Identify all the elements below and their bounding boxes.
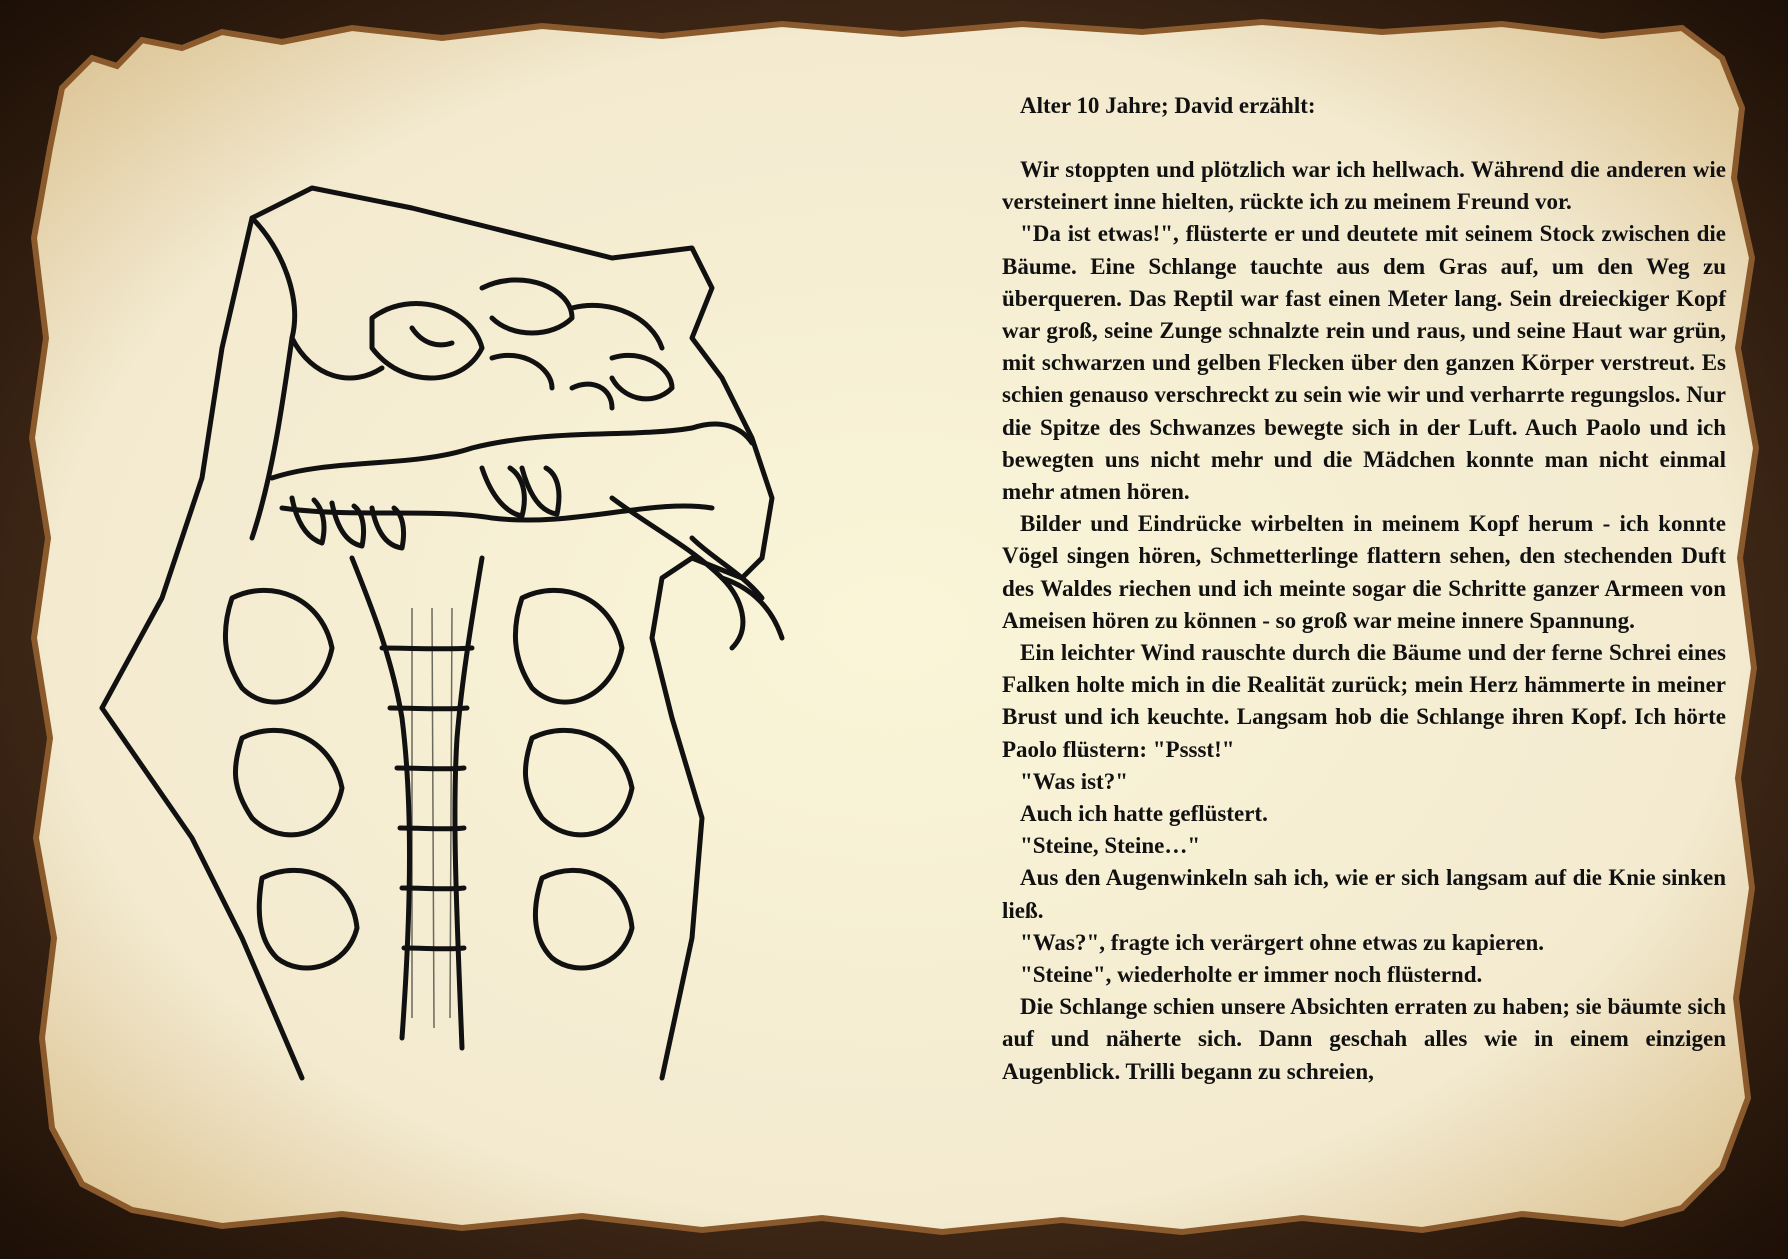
paragraph: Aus den Augenwinkeln sah ich, wie er sich langsam auf die Knie sinken ließ. [1002, 865, 1726, 923]
paragraph: "Was ist?" [1020, 768, 1128, 794]
paragraph: Bilder und Eindrücke wirbelten in meinem Kopf herum - ich konnte Vögel singen hören, Schmetterlinge flattern sehen, den stechenden Duft des Waldes riechen und ich meinte sogar die Schritte ganzer Armeen von Ameisen hören zu können - so groß war meine innere Spannung. [1002, 511, 1726, 633]
snake-head-icon [52, 178, 852, 1098]
paragraph: "Da ist etwas!", flüsterte er und deutete mit seinem Stock zwischen die Bäume. Eine Schlange tauchte aus dem Gras auf, um den Weg zu überqueren. Das Reptil war fast einen Meter lang. Sein dreieckiger Kopf war groß, seine Zunge schnalzte rein und raus, und seine Haut war grün, mit schwarzen und gelben Flecken über den ganzen Körper verstreut. Es schien genauso verschreckt zu sein wie wir und verharrte regungslos. Nur die Spitze des Schwanzes bewegte sich in der Luft. Auch Paolo und ich bewegten uns nicht mehr und die Mädchen konnte man nicht einmal mehr atmen hören. [1002, 221, 1726, 505]
paragraph: Auch ich hatte geflüstert. [1020, 801, 1268, 827]
paragraph: Wir stoppten und plötzlich war ich hellwach. Während die anderen wie versteinert inne hielten, rückte ich zu meinem Freund vor. [1002, 157, 1726, 215]
chapter-heading: Alter 10 Jahre; David erzählt: [1020, 93, 1316, 118]
parchment-page [22, 18, 1766, 1240]
paragraph: Ein leichter Wind rauschte durch die Bäume und der ferne Schrei eines Falken holte mich in die Realität zurück; mein Herz hämmerte in meiner Brust und ich keuchte. Langsam hob die Schlange ihren Kopf. Ich hörte Paolo flüstern: "Pssst!" [1002, 640, 1726, 762]
snake-illustration [52, 178, 852, 1098]
story-text-column [1002, 90, 1726, 1088]
paragraph: "Steine, Steine…" [1020, 833, 1201, 859]
paragraph: "Steine", wiederholte er immer noch flüsternd. [1020, 962, 1483, 988]
paragraph: "Was?", fragte ich verärgert ohne etwas zu kapieren. [1020, 929, 1544, 955]
paragraph: Die Schlange schien unsere Absichten erraten zu haben; sie bäumte sich auf und näherte sich. Dann geschah alles wie in einem einzigen Augenblick. Trilli begann zu schreien, [1002, 994, 1726, 1084]
